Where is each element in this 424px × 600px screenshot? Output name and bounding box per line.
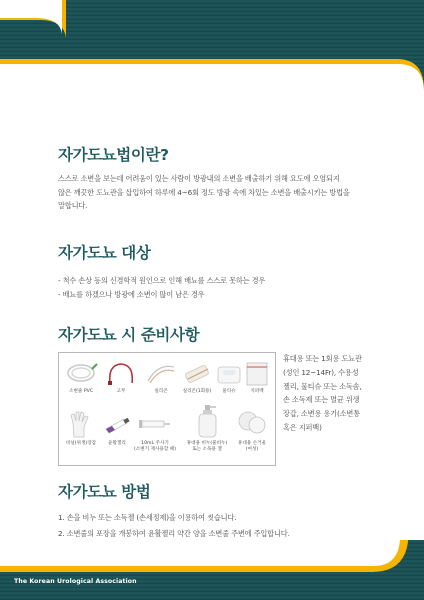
supply-label: 10mL 주사기 <box>141 441 169 446</box>
footer-banner <box>0 540 424 600</box>
header-banner <box>0 0 424 92</box>
supply-label: 실리콘 <box>154 389 168 394</box>
supplies-line: 젤리, 물티슈 또는 소독솜, <box>283 381 362 391</box>
definition-line: 말합니다. <box>58 201 88 210</box>
supplies-line: 휴대용 또는 1회용 도뇨관 <box>283 354 362 363</box>
supply-item <box>229 407 275 453</box>
target-list <box>58 274 378 301</box>
supply-item <box>99 359 143 395</box>
section-title-method: 자가도뇨 방법 <box>58 483 151 501</box>
supply-label: 물티슈 <box>222 389 236 394</box>
supplies-line: 장갑, 소변용 용기(소변통 <box>283 409 360 419</box>
supply-label: (소변기 재사용할 때) <box>133 447 176 452</box>
supply-label: (여성) <box>245 447 259 452</box>
definition-line: 스스로 소변을 보는데 어려움이 있는 사람이 방광내의 소변을 배출하기 위해 요도에 오염되지 <box>58 174 340 183</box>
coiled-catheter-icon <box>64 359 98 387</box>
method-step: 1. 손을 비누 또는 소독젤 (손세정제)을 이용하여 씻습니다. <box>58 513 237 522</box>
section-title-definition: 자가도뇨법이란? <box>58 146 169 164</box>
supply-item <box>129 409 181 453</box>
supply-label: 윤활젤리 <box>108 441 126 446</box>
supply-item <box>59 359 103 395</box>
supply-label: 실리콘(1회용) <box>182 389 212 394</box>
definition-text <box>58 172 378 213</box>
section-title-target: 자가도뇨 대상 <box>58 244 151 262</box>
supply-label: 소변줄 PVC <box>69 389 93 394</box>
footer-organization: The Korean Urological Association <box>14 578 137 585</box>
supply-label: 비닐(위생)장갑 <box>65 441 97 446</box>
supply-item <box>235 359 279 395</box>
rubber-catheter-icon <box>104 359 138 387</box>
supplies-description <box>283 352 379 435</box>
supply-label: 또는 소독용 젤 <box>192 447 222 452</box>
method-steps <box>58 511 388 540</box>
zipper-bag-icon <box>240 359 274 387</box>
supplies-line: 혹은 지퍼백) <box>283 422 322 432</box>
syringe-icon <box>138 409 172 439</box>
target-item: - 배뇨를 하겠으나 방광에 소변이 많이 남은 경우 <box>58 289 205 299</box>
target-item: - 척수 손상 등의 신경학적 원인으로 인해 배뇨를 스스로 못하는 경우 <box>58 276 266 285</box>
supply-label: 지퍼백 <box>250 389 264 394</box>
supply-label: 휴대용 비누(물비누) <box>186 441 228 446</box>
supply-label: 고무 <box>116 389 126 394</box>
definition-line: 않은 깨끗한 도뇨관을 삽입하여 하루에 4~6회 정도 방광 속에 차있는 소변을 배출시키는 방법을 <box>58 187 350 197</box>
supplies-line: 손 소독제 또는 멸균 위생 <box>283 395 360 405</box>
supplies-image-panel <box>58 352 276 466</box>
silicone-catheter-icon <box>144 359 178 387</box>
hand-mirror-icon <box>235 407 269 439</box>
section-title-supplies: 자가도뇨 시 준비사항 <box>58 326 200 344</box>
supply-label: 휴대용 손거울 <box>237 441 267 446</box>
soap-bottle-icon <box>190 403 224 439</box>
method-step: 2. 소변줄의 포장을 개봉하여 윤활젤리 약간 양을 소변줄 주변에 주입합니다. <box>58 528 290 538</box>
supply-item <box>179 403 235 453</box>
supplies-line: (성인 12~14Fr), 수용성 <box>283 367 359 377</box>
glove-icon <box>64 409 98 439</box>
